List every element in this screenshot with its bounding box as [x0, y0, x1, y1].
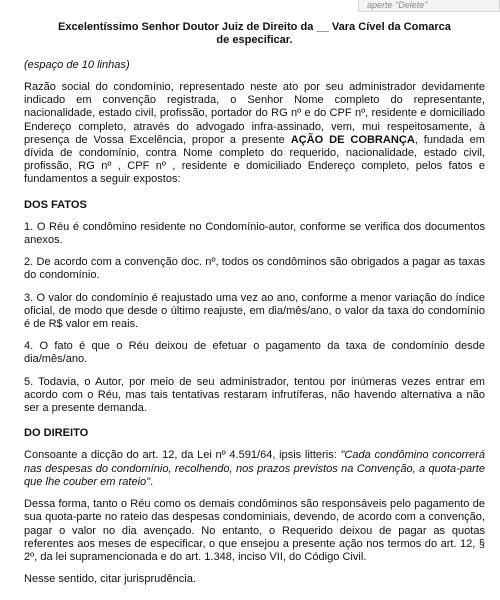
fact-item-3: 3. O valor do condomínio é reajustado uma vez ao ano, conforme a menor variação do índice oficial, de modo que desde o último reajuste, em dia/mês/ano, o valor da taxa do condomínio é de R$ valor em reais.	[24, 291, 485, 331]
space-note: (espaço de 10 linhas)	[24, 58, 130, 71]
fact-item-1: 1. O Réu é condômino residente no Condomínio-autor, conforme se verifica dos documentos anexos.	[24, 220, 485, 247]
law-paragraph-1	[24, 449, 485, 489]
delete-hint-box	[358, 0, 500, 12]
intro-paragraph	[24, 81, 485, 187]
law-paragraph-2: Dessa forma, tanto o Réu como os demais condôminos são responsáveis pelo pagamento de sua quota-parte no rateio das despesas condominiais, devendo, de acordo com a convenção, pagar o valor no dia avençado. No entanto, o Requerido deixou de pagar as quotas referentes aos meses de especificar, o que ensejou a presente ação nos termos do art. 12, § 2º, da lei supramencionada e do art. 1.348, inciso VII, do Código Civil.	[24, 498, 485, 563]
fact-item-2: 2. De acordo com a convenção doc. nº, todos os condôminos são obrigados a pagar as taxas do condomínio.	[24, 256, 485, 282]
facts-heading: DOS FATOS	[24, 198, 87, 211]
law-lead: Consoante a dicção do art. 12, da Lei nº 4.591/64, ipsis litteris:	[24, 449, 341, 462]
delete-hint-text: aperte "Delete"	[367, 0, 428, 10]
action-title: AÇÃO DE COBRANÇA	[290, 133, 415, 146]
fact-item-5: 5. Todavia, o Autor, por meio de seu administrador, tentou por inúmeras vezes entrar em acordo com o Réu, mas tais tentativas restaram infrutíferas, não havendo alternativa a não ser a presente demanda.	[24, 375, 485, 415]
law-quote: "Cada condômino concorrerá nas despesas do condomínio, recolhendo, nos prazos previstos na Convenção, a quota-parte que lhe couber em rateio"	[24, 449, 485, 488]
law-end: .	[150, 475, 154, 488]
intro-part-2: , fundada em dívida de condomínio, contra Nome completo do requerido, nacionalidade, estado civil, profissão, RG nº , CPF nº , residente e domiciliado Endereço completo, pelos fatos e fundamentos a seguir expostos:	[24, 133, 485, 186]
law-paragraph-3: Nesse sentido, citar jurisprudência.	[24, 573, 196, 586]
intro-part-1: Razão social do condomínio, representado neste ato por seu administrador devidamente indicado em convenção registrada, o Senhor Nome completo do representante, nacionalidade, estado civil, profissão, portador do RG nº e do CPF nº, residente e domiciliado Endereço completo, através do advogado infra-assinado, vem, mui respeitosamente, à presença de Vossa Excelência, propor a presente	[24, 81, 485, 146]
law-heading: DO DIREITO	[24, 427, 89, 440]
fact-item-4: 4. O fato é que o Réu deixou de efetuar o pagamento da taxa de condomínio desde dia/mês/ano.	[24, 340, 485, 366]
document-title	[24, 21, 485, 48]
document-title-line-2: de especificar.	[216, 34, 293, 47]
petition-document	[24, 21, 485, 595]
document-title-line-1: Excelentíssimo Senhor Doutor Juiz de Direito da __ Vara Cível da Comarca	[58, 21, 451, 33]
